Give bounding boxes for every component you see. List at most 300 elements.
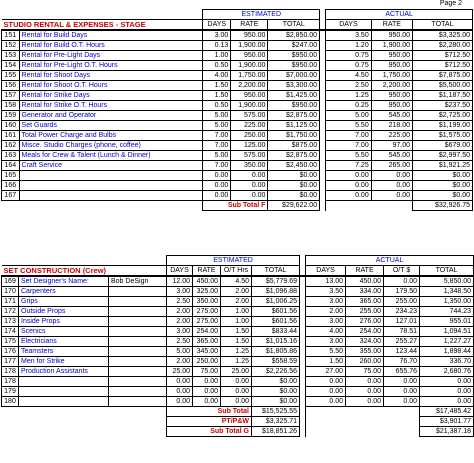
line-number: 153 (2, 51, 20, 61)
act-total: $1,575.00 (413, 131, 473, 141)
spacer (306, 407, 420, 417)
est-total: $833.44 (252, 327, 300, 337)
col-ot-hrs: O/T Hrs (221, 266, 252, 277)
table-row (2, 276, 474, 287)
est-ot-hrs: 1.00 (221, 307, 252, 317)
subtotal-estimated: $29,622.00 (268, 201, 320, 211)
table-row (2, 111, 473, 121)
act-days: 13.00 (306, 276, 346, 287)
est-rate: 950.00 (231, 51, 268, 61)
act-total: 1,898.44 (420, 347, 474, 357)
act-days: 3.50 (326, 30, 371, 41)
act-rate: 355.00 (346, 347, 384, 357)
act-ot-dollar: 655.76 (384, 367, 420, 377)
line-description: Electricians (19, 337, 109, 347)
act-ot-dollar: 0.00 (384, 397, 420, 407)
est-days: 2.00 (167, 357, 193, 367)
est-total: $1,096.88 (252, 287, 300, 297)
est-total: $950.00 (268, 51, 320, 61)
ptpw-row-estimated: $3,325.71 (252, 417, 300, 427)
table-row (2, 317, 474, 327)
col-total: TOTAL (268, 20, 320, 31)
line-description: Craft Service (19, 161, 203, 171)
table-row (2, 397, 474, 407)
est-days: 7.00 (203, 131, 231, 141)
est-ot-hrs: 25.00 (221, 367, 252, 377)
est-total: $0.00 (268, 191, 320, 201)
act-rate: 265.00 (371, 161, 412, 171)
est-ot-hrs: 1.25 (221, 347, 252, 357)
spacer (326, 201, 413, 211)
est-ot-hrs: 4.50 (221, 276, 252, 287)
table-row (2, 171, 473, 181)
act-rate: 0.00 (346, 377, 384, 387)
est-rate: 950.00 (231, 91, 268, 101)
act-days: 0.00 (326, 171, 371, 181)
est-total: $5,779.69 (252, 276, 300, 287)
est-days: 1.00 (203, 51, 231, 61)
est-days: 0.00 (167, 377, 193, 387)
line-extra (109, 397, 167, 407)
act-days: 0.75 (326, 61, 371, 71)
spacer (2, 407, 167, 417)
est-total: $0.00 (252, 377, 300, 387)
act-rate: 950.00 (371, 51, 412, 61)
est-total: $1,006.25 (252, 297, 300, 307)
line-description: Inside Props (19, 317, 109, 327)
est-total: $2,875.00 (268, 111, 320, 121)
subtotal-g-row-estimated: $18,851.26 (252, 427, 300, 437)
line-number: 170 (2, 287, 19, 297)
est-days: 7.00 (203, 161, 231, 171)
act-rate: 0.00 (371, 171, 412, 181)
act-days: 1.25 (326, 91, 371, 101)
line-number: 157 (2, 91, 20, 101)
est-rate: 275.00 (193, 317, 221, 327)
spacer (306, 427, 420, 437)
act-total: $3,325.00 (413, 30, 473, 41)
act-rate: 950.00 (371, 91, 412, 101)
act-days: 0.25 (326, 101, 371, 111)
act-ot-dollar: 0.00 (384, 377, 420, 387)
estimated-group-label: ESTIMATED (203, 10, 320, 20)
est-rate: 125.00 (231, 141, 268, 151)
est-ot-hrs: 2.00 (221, 297, 252, 307)
line-description: Rental for Shoot Days (19, 71, 203, 81)
line-number: 164 (2, 161, 20, 171)
est-rate: 365.00 (193, 337, 221, 347)
line-number: 159 (2, 111, 20, 121)
line-number: 160 (2, 121, 20, 131)
act-days: 0.00 (306, 397, 346, 407)
act-ot-dollar: 0.00 (384, 276, 420, 287)
table-row (2, 367, 474, 377)
act-total: 5,850.00 (420, 276, 474, 287)
act-days: 0.75 (326, 51, 371, 61)
est-rate: 575.00 (231, 151, 268, 161)
line-description: Misce. Studio Charges (phone, coffee) (19, 141, 203, 151)
col-total-actual: TOTAL (413, 20, 473, 31)
act-rate: 365.00 (346, 297, 384, 307)
act-days: 2.50 (326, 81, 371, 91)
act-rate: 218.00 (371, 121, 412, 131)
act-rate: 254.00 (346, 327, 384, 337)
est-total: $2,226.56 (252, 367, 300, 377)
est-rate: 2,200.00 (231, 81, 268, 91)
line-number: 180 (2, 397, 19, 407)
table-row (2, 287, 474, 297)
col-rate: RATE (231, 20, 268, 31)
line-number: 171 (2, 297, 19, 307)
act-total: $0.00 (413, 181, 473, 191)
line-extra (109, 297, 167, 307)
table-row (2, 101, 473, 111)
table-row (2, 131, 473, 141)
est-rate: 0.00 (231, 171, 268, 181)
table-row (2, 297, 474, 307)
subtotal-row-label: Sub Total (167, 407, 252, 417)
est-total: $950.00 (268, 101, 320, 111)
line-number: 172 (2, 307, 19, 317)
est-rate: 1,900.00 (231, 41, 268, 51)
act-total: $1,921.25 (413, 161, 473, 171)
est-total: $1,125.00 (268, 121, 320, 131)
act-rate: 2,200.00 (371, 81, 412, 91)
est-days: 0.00 (203, 181, 231, 191)
act-total: $2,280.00 (413, 41, 473, 51)
line-number: 176 (2, 347, 19, 357)
act-total: 955.01 (420, 317, 474, 327)
line-extra: Bob DeSign (109, 276, 167, 287)
est-rate: 350.00 (193, 297, 221, 307)
est-days: 4.00 (203, 71, 231, 81)
subtotal-row-actual: $17,485.42 (420, 407, 474, 417)
est-days: 0.00 (167, 397, 193, 407)
est-total: $875.00 (268, 141, 320, 151)
line-number: 156 (2, 81, 20, 91)
est-days: 7.00 (203, 141, 231, 151)
act-days: 7.25 (326, 161, 371, 171)
est-days: 3.00 (167, 287, 193, 297)
act-days: 0.00 (306, 387, 346, 397)
cons-group-header-row (2, 256, 474, 266)
line-number: 173 (2, 317, 19, 327)
est-rate: 250.00 (193, 357, 221, 367)
line-extra (109, 377, 167, 387)
act-ot-dollar: 255.27 (384, 337, 420, 347)
table-row (2, 121, 473, 131)
est-ot-hrs: 1.50 (221, 327, 252, 337)
act-rate: 0.00 (346, 397, 384, 407)
line-number: 162 (2, 141, 20, 151)
line-description (19, 171, 203, 181)
est-days: 25.00 (167, 367, 193, 377)
est-days: 2.50 (167, 297, 193, 307)
line-description: Rental for Pre-Light O.T. Hours (19, 61, 203, 71)
line-description: Set Designer's Name: (19, 276, 109, 287)
est-rate: 275.00 (193, 307, 221, 317)
table-row (2, 61, 473, 71)
table-row (2, 161, 473, 171)
est-total: $0.00 (252, 387, 300, 397)
est-days: 3.00 (167, 327, 193, 337)
act-rate: 950.00 (371, 101, 412, 111)
section-title: STUDIO RENTAL & EXPENSES - STAGE (2, 20, 203, 31)
act-total: 2,680.76 (420, 367, 474, 377)
est-total: $247.00 (268, 41, 320, 51)
act-rate: 276.00 (346, 317, 384, 327)
est-total: $950.00 (268, 61, 320, 71)
line-description: Total Power Charge and Bulbs (19, 131, 203, 141)
act-ot-dollar: 255.00 (384, 297, 420, 307)
col-days: DAYS (203, 20, 231, 31)
col-days-actual: DAYS (306, 266, 346, 277)
est-days: 0.00 (203, 171, 231, 181)
est-days: 5.00 (203, 121, 231, 131)
est-total: $2,450.00 (268, 161, 320, 171)
est-ot-hrs: 0.00 (221, 377, 252, 387)
line-number: 155 (2, 71, 20, 81)
est-days: 12.00 (167, 276, 193, 287)
est-total: $0.00 (268, 171, 320, 181)
line-number: 163 (2, 151, 20, 161)
act-rate: 225.00 (371, 131, 412, 141)
est-rate: 1,750.00 (231, 71, 268, 81)
line-description (19, 397, 109, 407)
act-rate: 1,900.00 (371, 41, 412, 51)
act-rate: 950.00 (371, 61, 412, 71)
line-description (19, 377, 109, 387)
line-description: Meals for Crew & Talent (Lunch & Dinner) (19, 151, 203, 161)
line-number: 174 (2, 327, 19, 337)
spacer (2, 417, 167, 427)
act-days: 0.00 (326, 181, 371, 191)
line-description: Teamsters (19, 347, 109, 357)
actual-group-label: ACTUAL (306, 256, 474, 266)
act-rate: 0.00 (371, 181, 412, 191)
table-row (2, 151, 473, 161)
act-ot-dollar: 0.00 (384, 387, 420, 397)
spacer (306, 417, 420, 427)
act-total: $7,875.00 (413, 71, 473, 81)
act-total: $1,187.50 (413, 91, 473, 101)
est-total: $558.59 (252, 357, 300, 367)
est-days: 1.50 (203, 91, 231, 101)
stage-column-header-row (2, 20, 473, 31)
line-description: Rental for Shoot O.T. Hours (19, 81, 203, 91)
act-total: $0.00 (413, 171, 473, 181)
line-description: Grips (19, 297, 109, 307)
col-total: TOTAL (252, 266, 300, 277)
act-days: 7.00 (326, 131, 371, 141)
ptpw-row-actual: $3,901.77 (420, 417, 474, 427)
est-days: 5.00 (203, 151, 231, 161)
est-rate: 254.00 (193, 327, 221, 337)
act-total: 1,094.51 (420, 327, 474, 337)
est-ot-hrs: 1.25 (221, 357, 252, 367)
section-title-text: SET CONSTRUCTION (3, 266, 81, 275)
est-total: $0.00 (252, 397, 300, 407)
est-rate: 0.00 (193, 397, 221, 407)
act-total: $5,500.00 (413, 81, 473, 91)
col-rate-actual: RATE (346, 266, 384, 277)
act-days: 0.00 (326, 191, 371, 201)
table-row (2, 337, 474, 347)
act-rate: 334.00 (346, 287, 384, 297)
line-number: 151 (2, 30, 20, 41)
est-ot-hrs: 1.00 (221, 317, 252, 327)
ptpw-row-label: PT/P&W (167, 417, 252, 427)
col-rate-actual: RATE (371, 20, 412, 31)
line-description: Rental for Build Days (19, 30, 203, 41)
act-total: 336.70 (420, 357, 474, 367)
act-rate: 1,750.00 (371, 71, 412, 81)
est-days: 0.50 (203, 61, 231, 71)
subtotal-g-row-label: Sub Total G (167, 427, 252, 437)
act-rate: 950.00 (371, 30, 412, 41)
act-days: 4.50 (326, 71, 371, 81)
line-extra (109, 317, 167, 327)
col-total-actual: TOTAL (420, 266, 474, 277)
act-total: $237.50 (413, 101, 473, 111)
est-total: $1,750.00 (268, 131, 320, 141)
line-number: 161 (2, 131, 20, 141)
line-number: 177 (2, 357, 19, 367)
table-row (2, 377, 474, 387)
est-rate: 0.00 (231, 191, 268, 201)
act-ot-dollar: 123.44 (384, 347, 420, 357)
table-row (2, 41, 473, 51)
act-total: 0.00 (420, 387, 474, 397)
est-days: 1.50 (203, 81, 231, 91)
line-number: 152 (2, 41, 20, 51)
est-rate: 75.00 (193, 367, 221, 377)
ptpw-row (2, 417, 474, 427)
act-total: $2,997.50 (413, 151, 473, 161)
spacer (2, 201, 203, 211)
act-rate: 75.00 (346, 367, 384, 377)
subtotal-row-estimated: $15,525.55 (252, 407, 300, 417)
est-days: 0.50 (203, 101, 231, 111)
table-row (2, 141, 473, 151)
section-title-suffix: (Crew) (82, 266, 107, 275)
cons-column-header-row (2, 266, 474, 277)
est-days: 0.00 (167, 387, 193, 397)
est-ot-hrs: 1.50 (221, 337, 252, 347)
est-rate: 950.00 (231, 30, 268, 41)
act-total: $712.50 (413, 51, 473, 61)
est-days: 0.13 (203, 41, 231, 51)
line-number: 179 (2, 387, 19, 397)
line-number: 167 (2, 191, 20, 201)
line-extra (109, 357, 167, 367)
table-row (2, 81, 473, 91)
line-number: 154 (2, 61, 20, 71)
est-total: $1,015.16 (252, 337, 300, 347)
line-extra (109, 337, 167, 347)
table-row (2, 51, 473, 61)
spacer (2, 427, 167, 437)
act-ot-dollar: 234.23 (384, 307, 420, 317)
est-total: $3,300.00 (268, 81, 320, 91)
act-total: 1,348.50 (420, 287, 474, 297)
subtotal-actual: $32,926.75 (413, 201, 473, 211)
act-ot-dollar: 179.50 (384, 287, 420, 297)
act-days: 27.00 (306, 367, 346, 377)
act-days: 5.50 (306, 347, 346, 357)
act-ot-dollar: 78.51 (384, 327, 420, 337)
act-total: 1,227.27 (420, 337, 474, 347)
act-days: 2.00 (306, 307, 346, 317)
line-description (19, 191, 203, 201)
est-days: 2.00 (167, 317, 193, 327)
line-number: 178 (2, 377, 19, 387)
est-days: 0.00 (203, 191, 231, 201)
act-rate: 324.00 (346, 337, 384, 347)
table-row (2, 307, 474, 317)
subtotal-g-row (2, 427, 474, 437)
act-total: $0.00 (413, 191, 473, 201)
act-days: 7.00 (326, 141, 371, 151)
act-rate: 545.00 (371, 111, 412, 121)
line-extra (109, 367, 167, 377)
act-rate: 0.00 (346, 387, 384, 397)
line-extra (109, 307, 167, 317)
est-total: $601.56 (252, 307, 300, 317)
line-number: 178 (2, 367, 19, 377)
act-rate: 0.00 (371, 191, 412, 201)
page-number: Page 2 (439, 0, 462, 7)
est-ot-hrs: 0.00 (221, 387, 252, 397)
act-days: 3.00 (306, 297, 346, 307)
line-number: 158 (2, 101, 20, 111)
line-description: Rental for Build O.T. Hours (19, 41, 203, 51)
act-total: $1,199.00 (413, 121, 473, 131)
line-extra (109, 387, 167, 397)
act-days: 5.50 (326, 151, 371, 161)
subtotal-row (2, 201, 473, 211)
table-row (2, 181, 473, 191)
section-title (2, 266, 167, 277)
act-days: 1.50 (306, 357, 346, 367)
est-rate: 350.00 (231, 161, 268, 171)
est-rate: 0.00 (231, 181, 268, 191)
line-extra (109, 287, 167, 297)
col-ot-dollar: O/T $ (384, 266, 420, 277)
est-ot-hrs: 2.00 (221, 287, 252, 297)
table-row (2, 347, 474, 357)
est-days: 3.00 (203, 30, 231, 41)
stage-expenses-table (1, 9, 473, 211)
table-row (2, 387, 474, 397)
act-days: 0.00 (306, 377, 346, 387)
act-days: 4.00 (306, 327, 346, 337)
line-number: 175 (2, 337, 19, 347)
table-row (2, 357, 474, 367)
est-total: $0.00 (268, 181, 320, 191)
act-total: 0.00 (420, 377, 474, 387)
est-rate: 450.00 (193, 276, 221, 287)
est-total: $1,425.00 (268, 91, 320, 101)
est-days: 5.00 (167, 347, 193, 357)
table-row (2, 91, 473, 101)
act-days: 5.00 (326, 111, 371, 121)
act-total: $2,725.00 (413, 111, 473, 121)
act-total: 1,350.00 (420, 297, 474, 307)
line-description: Rental for Strike Days (19, 91, 203, 101)
line-description (19, 181, 203, 191)
line-extra (109, 327, 167, 337)
